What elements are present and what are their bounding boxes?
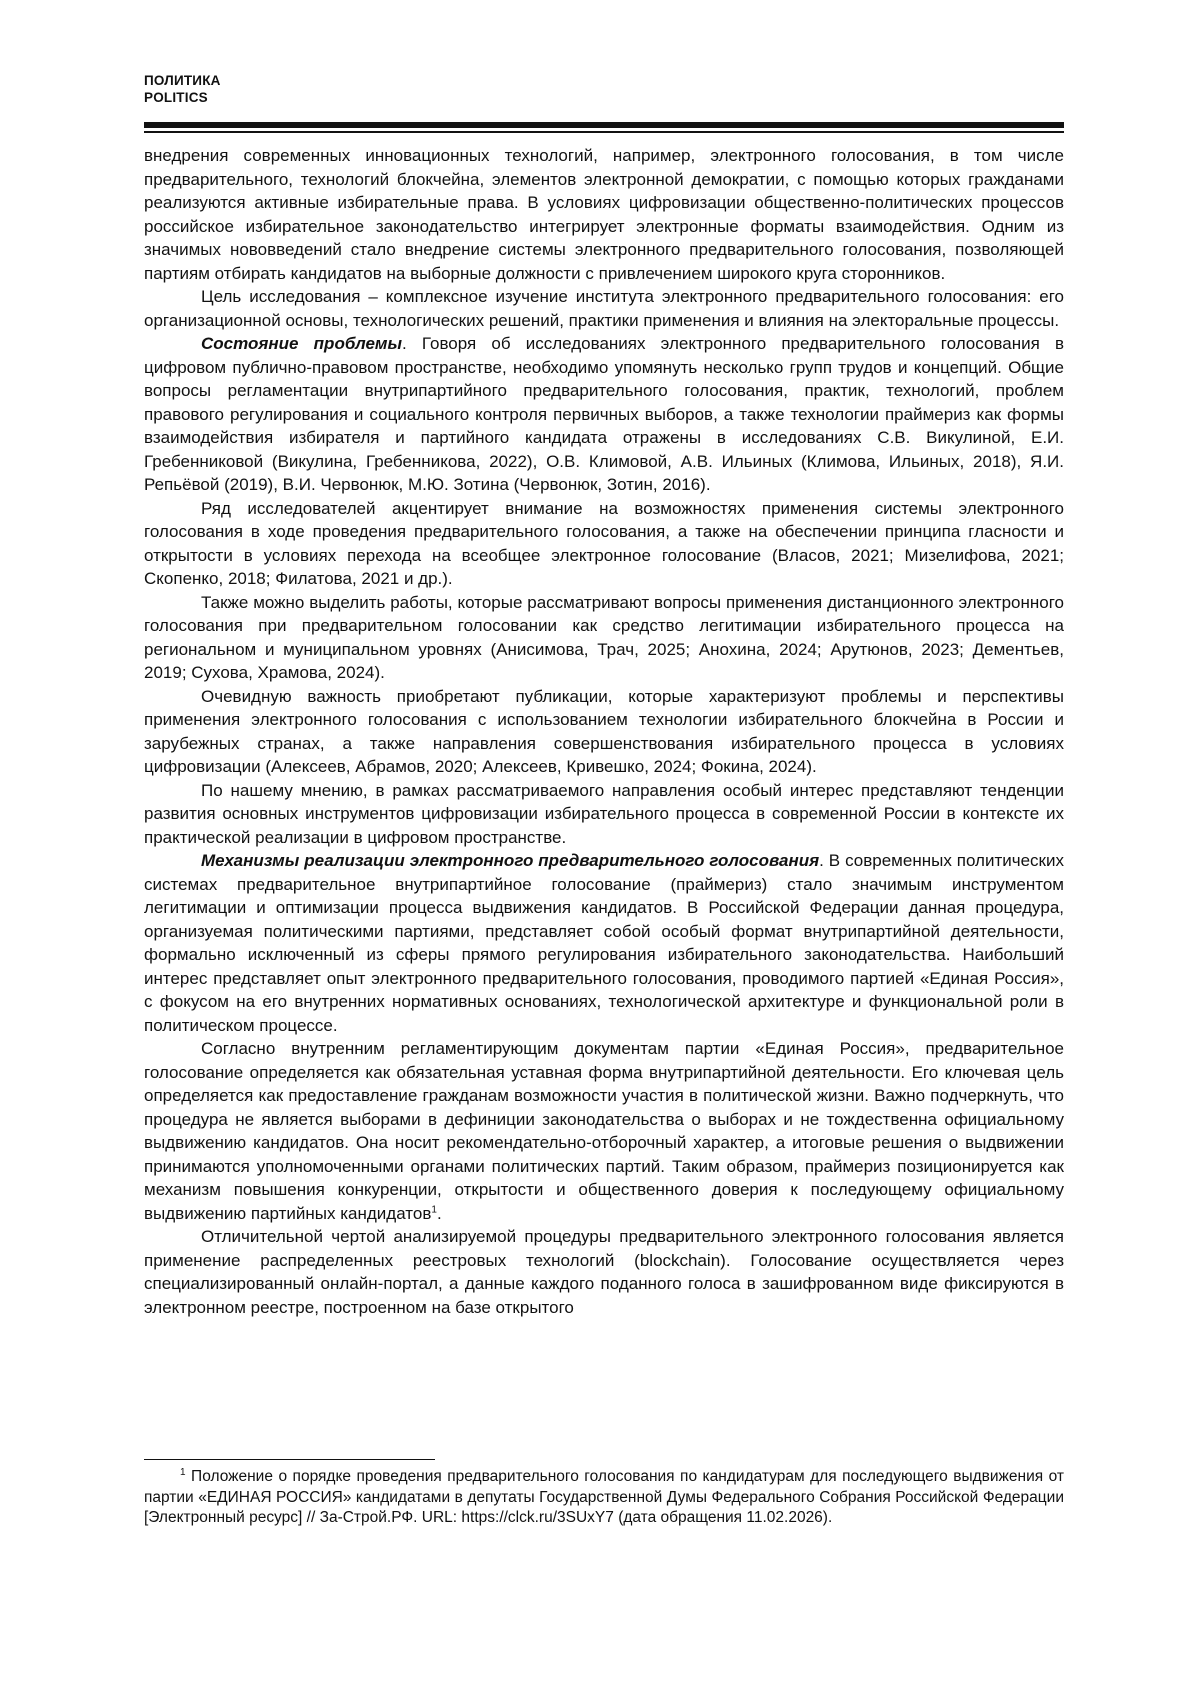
paragraph-end: . xyxy=(436,1203,442,1223)
paragraph xyxy=(144,332,1064,497)
paragraph-text: Согласно внутренним регламентирующим документам партии «Единая Россия», предварительное голосование определяется как обязательная уставная форма внутрипартийной деятельности. Его ключевая цель определяется как предоставление гражданам возможности участия в политической жизни. Важно подчеркнуть, что процедура не является выборами в дефиниции законодательства о выборах и не тождественна официальному выдвижению кандидатов. Она носит рекомендательно-отборочный характер, а итоговые решения о выдвижении принимаются уполномоченными органами политических партий. Таким образом, праймериз позиционируется как механизм повышения конкуренции, открытости и общественного доверия к последующему официальному выдвижению партийных кандидатов xyxy=(144,1039,1064,1223)
paragraph: Очевидную важность приобретают публикации, которые характеризуют проблемы и перспективы применения электронного голосования с использованием технологии избирательного блокчейна в России и зарубежных странах, а также направления совершенствования избирательного процесса в условиях цифровизации (Алексеев, Абрамов, 2020; Алексеев, Кривешко, 2024; Фокина, 2024). xyxy=(144,686,1064,776)
paragraph-text: . В современных политических системах предварительное внутрипартийное голосование (праймериз) стало значимым инструментом легитимации и оптимизации процесса выдвижения кандидатов. В Российской Федерации данная процедура, организуемая политическими партиями, представляет собой особый формат внутрипартийной деятельности, формально исключенный из сферы прямого регулирования избирательного законодательства. Наибольший интерес представляет опыт электронного предварительного голосования, проводимого партией «Единая Россия», с фокусом на его внутренних нормативных основаниях, технологической архитектуре и функциональной роли в политическом процессе. xyxy=(144,851,1064,1035)
paragraph: внедрения современных инновационных технологий, например, электронного голосования, в том числе предварительного, технологий блокчейна, элементов электронной демократии, с помощью которых гражданами реализуются активные избирательные права. В условиях цифровизации общественно-политических процессов российское избирательное законодательство интегрирует электронные форматы взаимодействия. Одним из значимых нововведений стало внедрение системы электронного предварительного голосования, позволяющей партиям отбирать кандидатов на выборные должности с привлечением широкого круга сторонников. xyxy=(144,146,1064,283)
header-rule-thin xyxy=(144,131,1064,133)
header-rule-thick xyxy=(144,122,1064,128)
footnote xyxy=(144,1467,1064,1529)
section-lead-problem-state: Состояние проблемы xyxy=(201,334,403,353)
footnote-text: Положение о порядке проведения предварительного голосования по кандидатурам для последующего выдвижения от партии «ЕДИНАЯ РОССИЯ» кандидатами в депутаты Государственной Думы Федерального Собрания Российской Федерации [Электронный ресурс] // За-Строй.РФ. URL: https://clck.ru/3SUxY7 (дата обращения 11.02.2026). xyxy=(144,1468,1064,1526)
paragraph: Ряд исследователей акцентирует внимание на возможностях применения системы электронного голосования в ходе проведения предварительного голосования, а также на обеспечении принципа гласности и открытости в условиях перехода на всеобщее электронное голосование (Власов, 2021; Мизелифова, 2021; Скопенко, 2018; Филатова, 2021 и др.). xyxy=(144,498,1064,588)
footnote-reference[interactable]: 1 xyxy=(431,1203,437,1215)
running-header xyxy=(144,72,221,106)
paragraph xyxy=(144,849,1064,1037)
article-body xyxy=(144,144,1064,1319)
paragraph: Также можно выделить работы, которые рассматривают вопросы применения дистанционного электронного голосования при предварительном голосовании как средство легитимации избирательного процесса на региональном и муниципальном уровнях (Анисимова, Трач, 2025; Анохина, 2024; Арутюнов, 2023; Дементьев, 2019; Сухова, Храмова, 2024). xyxy=(144,592,1064,682)
paragraph: Отличительной чертой анализируемой процедуры предварительного электронного голосования является применение распределенных реестровых технологий (blockchain). Голосование осуществляется через специализированный онлайн-портал, а данные каждого поданного голоса в зашифрованном виде фиксируются в электронном реестре, построенном на базе открытого xyxy=(144,1227,1064,1317)
section-lead-mechanisms: Механизмы реализации электронного предварительного голосования xyxy=(201,851,820,870)
paragraph: По нашему мнению, в рамках рассматриваемого направления особый интерес представляют тенденции развития основных инструментов цифровизации избирательного процесса в современной России в контексте их практической реализации в цифровом пространстве. xyxy=(144,780,1064,847)
section-title-en: POLITICS xyxy=(144,90,208,105)
footnote-marker: 1 xyxy=(180,1466,186,1478)
section-title-ru: ПОЛИТИКА xyxy=(144,73,221,88)
paragraph-text: . Говоря об исследованиях электронного предварительного голосования в цифровом публично-правовом пространстве, необходимо упомянуть несколько групп трудов и концепций. Общие вопросы регламентации внутрипартийного предварительного голосования, практик, технологий, проблем правового регулирования и социального контроля первичных выборов, а также технологии праймериз как формы взаимодействия избирателя и партийного кандидата отражены в исследованиях С.В. Викулиной, Е.И. Гребенниковой (Викулина, Гребенникова, 2022), О.В. Климовой, А.В. Ильиных (Климова, Ильиных, 2018), Я.И. Репьёвой (2019), В.И. Червонюк, М.Ю. Зотина (Червонюк, Зотин, 2016). xyxy=(144,334,1064,494)
paragraph: Цель исследования – комплексное изучение института электронного предварительного голосования: его организационной основы, технологических решений, практики применения и влияния на электоральные процессы. xyxy=(144,287,1064,330)
footnote-separator xyxy=(144,1459,435,1460)
paragraph xyxy=(144,1037,1064,1225)
